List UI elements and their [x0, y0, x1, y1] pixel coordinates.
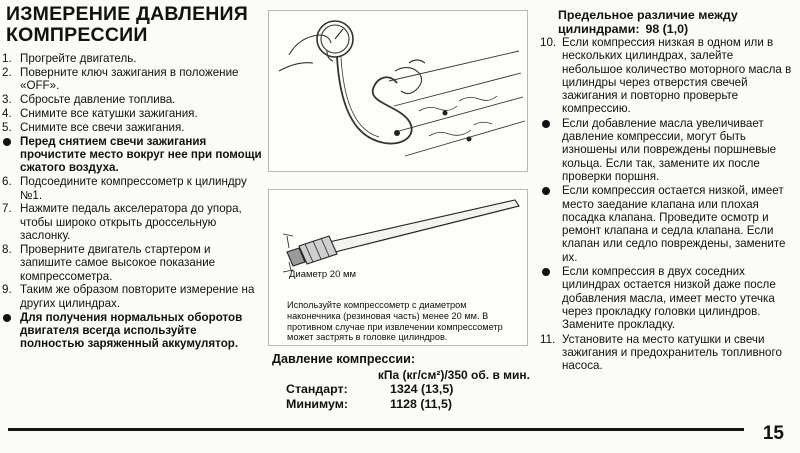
minimum-value: 1128 (11,5): [390, 397, 453, 411]
step-4: 4. Снимите все катушки зажигания.: [2, 106, 198, 120]
step-9: 9. Таким же образом повторите измерение на других цилиндрах.: [2, 283, 255, 310]
right-column: [536, 0, 796, 373]
note-oil-increases: Если добавление масла увеличивает давление компрессии, могут быть изношены или повреждены поршневые кольца. Если так, замените их после проверки поршня.: [536, 117, 796, 183]
bullet-icon: [3, 138, 11, 146]
step-3: 3. Сбросьте давление топлива.: [2, 93, 176, 107]
compression-pressure-spec: [272, 352, 530, 412]
compression-gauge-illustration: [268, 10, 528, 172]
bottom-rule: [8, 428, 744, 431]
page-title: ИЗМЕРЕНИЕ ДАВЛЕНИЯ КОМПРЕССИИ: [6, 3, 248, 46]
step-7: 7. Нажмите педаль акселератора до упора, чтобы широко открыть дроссельную заслонку.: [2, 202, 242, 243]
step-1: 1. Прогрейте двигатель.: [2, 52, 137, 65]
page-number: 15: [762, 423, 784, 444]
note-gasket-leak: Если компрессия в двух соседних цилиндрах остается низкой даже после добавления масла, имеет место утечка через прокладку головки цилиндров. Замените прокладку.: [536, 265, 796, 331]
pressure-title: Давление компрессии:: [272, 352, 416, 366]
pressure-standard-row: [272, 382, 530, 397]
bullet-icon: [542, 268, 550, 276]
procedure-steps: [2, 52, 264, 350]
bullet-icon: [542, 187, 550, 195]
minimum-label: Минимум:: [286, 397, 349, 411]
step-6: 6. Подсоедините компрессометр к цилиндру №1.: [2, 175, 247, 202]
step-10: 10. Если компрессия низкая в одном или в нескольких цилиндрах, залейте небольшое количество моторного масла в цилиндры через отверстия свечей зажигания и повторно проверьте компрессию.: [540, 36, 792, 116]
bullet-icon: [3, 314, 11, 322]
figure-caption: Используйте компрессометр с диаметром наконечника (резиновая часть) менее 20 мм. В противном случае при извлечении компрессометр может застрять в головке цилиндров.: [287, 300, 503, 343]
step-5: 5. Снимите все свечи зажигания.: [2, 120, 185, 134]
bullet-icon: [542, 120, 550, 128]
pressure-units: кПа (кг/см²)/350 об. в мин.: [377, 368, 530, 382]
note-valve-problem: Если компрессия остается низкой, имеет место заедание клапана или плохая посадка клапана. Проведите осмотр и ремонт клапана и седла клапана. Если клапан или седло повреждены, замените их.: [536, 184, 796, 264]
left-column: [2, 0, 264, 351]
limit-value: 98 (1,0): [645, 22, 689, 36]
diagnosis-steps: [536, 36, 796, 372]
diameter-label: Диаметр 20 мм: [289, 269, 357, 280]
gauge-tip-illustration: [268, 189, 528, 346]
step-2: 2. Поверните ключ зажигания в положение «OFF».: [2, 65, 239, 93]
note-battery: Для получения нормальных оборотов двигателя всегда используйте полностью заряженный аккумулятор.: [2, 311, 264, 351]
pressure-minimum-row: [272, 397, 530, 412]
note-compressed-air: Перед снятием свечи зажигания прочистите место вокруг нее при помощи сжатого воздуха.: [2, 135, 264, 175]
standard-value: 1324 (13,5): [390, 382, 454, 396]
cylinder-difference-limit: Предельное различие между цилиндрами: 98 (1,0): [558, 8, 738, 36]
standard-label: Стандарт:: [286, 382, 348, 396]
step-11: 11. Установите на место катушки и свечи зажигания и предохранитель топливного насоса.: [540, 332, 782, 373]
step-8: 8. Проверните двигатель стартером и запишите самое высокое показание компрессометра.: [2, 242, 216, 283]
gauge-engine-drawing: [269, 11, 527, 171]
